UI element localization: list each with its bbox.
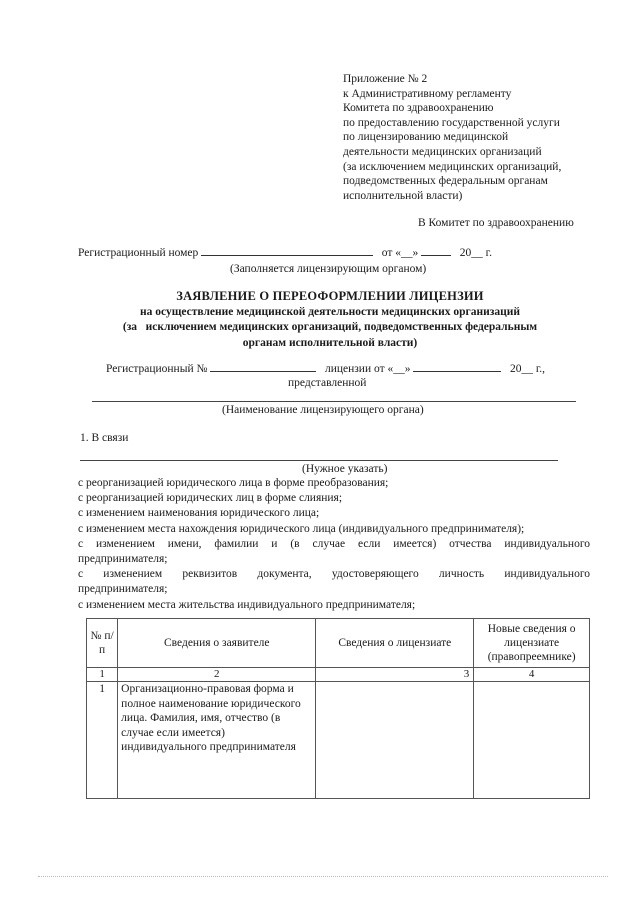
appendix-line: к Административному регламенту — [343, 87, 512, 100]
registration-number-row — [78, 245, 598, 259]
agency-name-field[interactable] — [92, 401, 576, 402]
registration-label: Регистрационный номер — [78, 247, 199, 259]
row-number: 1 — [87, 682, 118, 799]
reason-item: с реорганизацией юридического лица в форме преобразования; — [78, 477, 389, 489]
appendix-line: Комитета по здравоохранению — [343, 102, 494, 115]
header-licensee: Сведения о лицензиате — [316, 619, 474, 668]
reason-item: с изменением наименования юридического лица; — [78, 507, 320, 520]
addressee: В Комитет по здравоохранению — [418, 217, 574, 229]
header-number: № п/п — [87, 619, 118, 668]
appendix-line: Приложение № 2 — [343, 73, 428, 85]
license-date-label: лицензии от «__» — [324, 363, 411, 375]
agency-note: (Наименование лицензирующего органа) — [222, 404, 424, 416]
title-sub-line: на осуществление медицинской деятельности медицинских организаций — [140, 305, 520, 318]
reasons-list — [78, 476, 590, 613]
appendix-line: деятельности медицинских организаций — [343, 145, 542, 158]
appendix-line: исполнительной власти) — [343, 189, 463, 202]
license-number-field[interactable] — [210, 361, 316, 372]
header-new-info: Новые сведения о лицензиате (правопреемнике) — [474, 619, 590, 668]
table-header-row — [87, 619, 590, 668]
reason-item: предпринимателя; — [78, 553, 168, 566]
reason-item: предпринимателя; — [78, 583, 168, 596]
registration-date-label: от «__» — [381, 247, 419, 259]
row-licensee-cell[interactable] — [316, 682, 474, 799]
title-main: ЗАЯВЛЕНИЕ О ПЕРЕОФОРМЛЕНИИ ЛИЦЕНЗИИ — [176, 289, 484, 303]
appendix-line: (за исключением медицинских организаций, — [343, 160, 562, 173]
row-new-info-cell[interactable] — [474, 682, 590, 799]
row-applicant: Организационно-правовая форма и полное наименование юридического лица. Фамилия, имя, отчество (в случае если имеется) индивидуального предпринимателя — [118, 682, 316, 799]
reason-item: с изменением имени, фамилии и (в случае если имеется) отчества индивидуального — [78, 537, 590, 550]
license-info-table — [86, 618, 590, 799]
title-sub-line: (за исключением медицинских организаций, подведомственных федеральным — [122, 321, 538, 333]
reason-field[interactable] — [80, 460, 558, 461]
appendix-header — [343, 72, 603, 203]
reason-item: с реорганизацией юридических лиц в форме слияния; — [78, 492, 343, 505]
reason-item: с изменением реквизитов документа, удостоверяющего личность индивидуального — [78, 568, 590, 581]
license-presented: представленной — [288, 377, 367, 389]
registration-month-field[interactable] — [421, 245, 451, 256]
title-sub-line: органам исполнительной власти) — [242, 336, 418, 349]
reason-item: с изменением места жительства индивидуального предпринимателя; — [78, 598, 416, 611]
header-applicant: Сведения о заявителе — [118, 619, 316, 668]
appendix-line: по предоставлению государственной услуги — [343, 116, 560, 129]
license-year: 20__ г., — [509, 363, 546, 375]
registration-note: (Заполняется лицензирующим органом) — [230, 263, 427, 275]
column-number: 4 — [474, 668, 590, 682]
license-month-field[interactable] — [413, 361, 501, 372]
column-number: 2 — [118, 668, 316, 682]
document-title — [60, 289, 600, 351]
reason-note: (Нужное указать) — [302, 463, 388, 475]
column-number: 3 — [316, 668, 474, 682]
registration-year: 20__ г. — [459, 247, 492, 259]
registration-number-field[interactable] — [201, 245, 373, 256]
column-number: 1 — [87, 668, 118, 682]
table-number-row — [87, 668, 590, 682]
reason-item: с изменением места нахождения юридического лица (индивидуального предпринимателя); — [78, 522, 525, 535]
license-number-label: Регистрационный № — [106, 363, 208, 375]
license-number-row — [106, 361, 545, 375]
table-row — [87, 682, 590, 799]
appendix-line: по лицензированию медицинской — [343, 131, 509, 144]
appendix-line: подведомственных федеральным органам — [343, 175, 548, 188]
scan-artifact-divider — [38, 876, 608, 881]
because-label: 1. В связи — [80, 432, 129, 444]
